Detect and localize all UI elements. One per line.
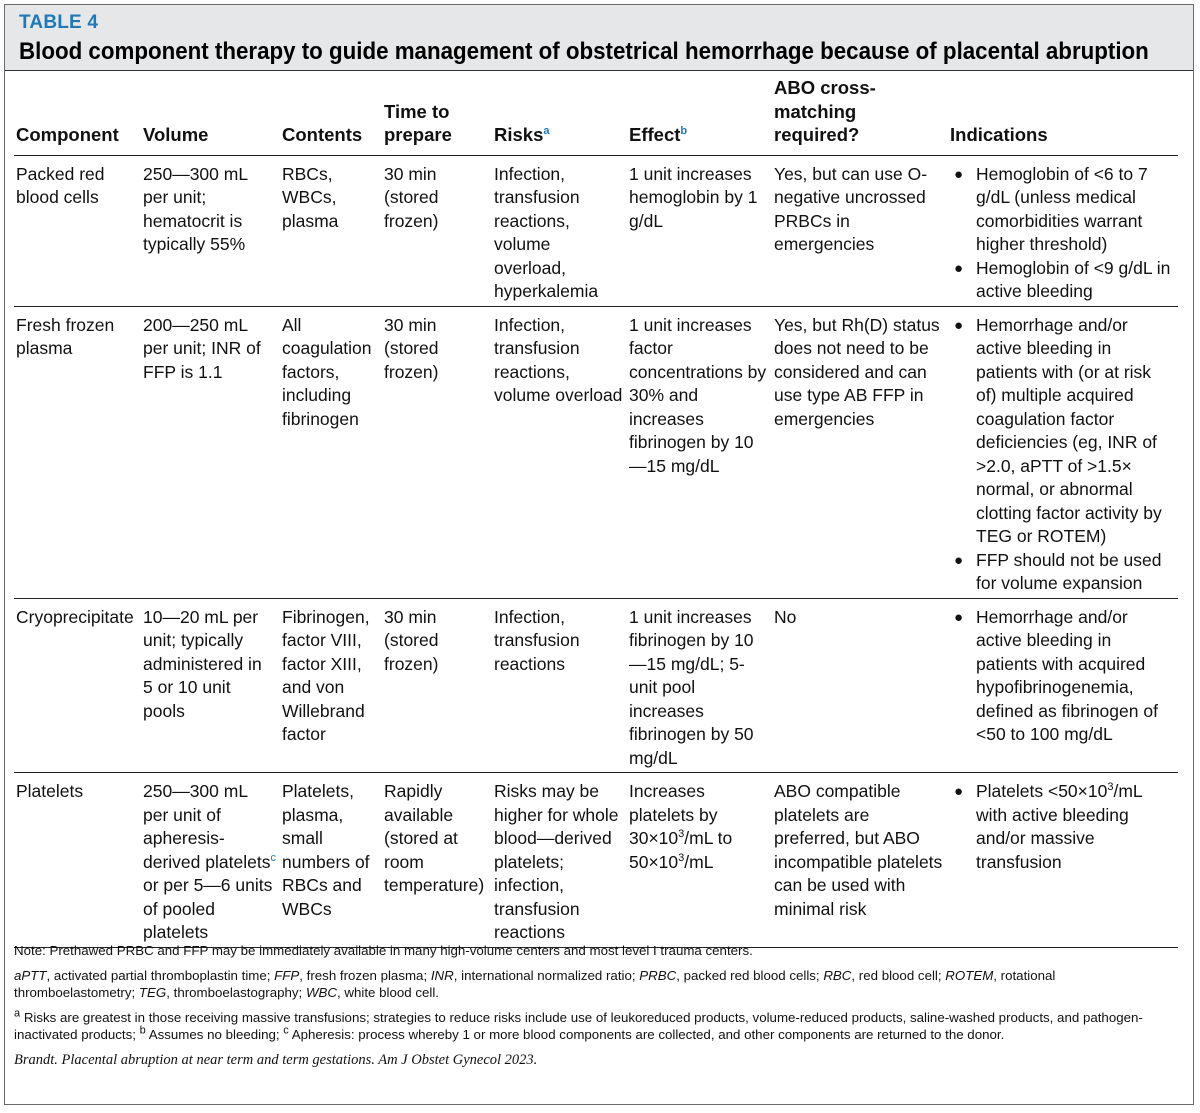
indications-list <box>950 606 1174 747</box>
cell-volume: 250—300 mL per unit of apheresis-derived platelets$^c$ or per 5—6 units of pooled platelets <box>141 773 280 948</box>
list-item: ● Platelets $<50\times 10^3/mL$ with active bleeding and/or massive transfusion <box>954 781 1143 872</box>
cell-effect: Increases platelets by $30\times 10^3/mL$ to $50\times 10^3/mL$ <box>627 773 772 948</box>
col-header-indications: Indications <box>948 76 1178 155</box>
citation: Brandt. Placental abruption at near term and term gestations. Am J Obstet Gynecol 2023. <box>14 1051 538 1068</box>
list-item: ● Hemoglobin of <6 to 7 g/dL (unless medical comorbidities warrant higher threshold) <box>954 163 1148 254</box>
cell-effect: 1 unit increases factor concentrations by 30% and increases fibrinogen by 10—15 mg/dL <box>627 306 772 598</box>
bullet-icon: ● <box>954 165 964 183</box>
cell-time: 30 min (stored frozen) <box>382 598 492 773</box>
list-item: ● FFP should not be used for volume expansion <box>954 549 1162 593</box>
cell-abo: Yes, but can use O-negative uncrossed PRBCs in emergencies <box>772 155 948 306</box>
cell-contents: All coagulation factors, including fibrinogen <box>280 306 382 598</box>
table-label: TABLE 4 <box>19 12 99 33</box>
list-item: ● Hemorrhage and/or active bleeding in patients with acquired hypofibrinogenemia, defined as fibrinogen of <50 to 100 mg/dL <box>954 606 1158 744</box>
cell-risks: Risks may be higher for whole blood—derived platelets; infection, transfusion reactions <box>492 773 627 948</box>
table-header-band <box>5 5 1193 71</box>
cell-component: Cryoprecipitate <box>14 598 141 773</box>
cell-contents: RBCs, WBCs, plasma <box>280 155 382 306</box>
table-row <box>14 773 1178 948</box>
footnote-marker-a[interactable]: a <box>543 124 550 137</box>
cell-abo: Yes, but Rh(D) status does not need to be considered and can use type AB FFP in emergencies <box>772 306 948 598</box>
col-header-contents: Contents <box>280 76 382 155</box>
col-header-effect: Effect$^b$ <box>627 76 772 155</box>
table-title: Blood component therapy to guide management of obstetrical hemorrhage because of placental abruption <box>19 38 1149 65</box>
cell-time: Rapidly available (stored at room temperature) <box>382 773 492 948</box>
cell-volume: 200—250 mL per unit; INR of FFP is 1.1 <box>141 306 280 598</box>
table-row <box>14 155 1178 306</box>
table-row <box>14 598 1178 773</box>
cell-component: Fresh frozen plasma <box>14 306 141 598</box>
cell-abo: No <box>772 598 948 773</box>
bullet-icon: ● <box>954 551 964 569</box>
cell-risks: Infection, transfusion reactions, volume overload, hyperkalemia <box>492 155 627 306</box>
cell-risks: Infection, transfusion reactions, volume overload <box>492 306 627 598</box>
col-header-time: Time to prepare <box>382 76 492 155</box>
note-text: Note: Prethawed PRBC and FFP may be immediately available in many high-volume centers and most level I trauma centers. <box>14 943 753 958</box>
cell-risks: Infection, transfusion reactions <box>492 598 627 773</box>
header-row <box>14 76 1178 155</box>
cell-effect: 1 unit increases hemoglobin by 1 g/dL <box>627 155 772 306</box>
bullet-icon: ● <box>954 316 964 334</box>
cell-time: 30 min (stored frozen) <box>382 155 492 306</box>
col-header-risks: Risks$^a$ <box>492 76 627 155</box>
bullet-icon: ● <box>954 259 964 277</box>
bullet-icon: ● <box>954 783 964 800</box>
table-notes <box>14 942 1176 1069</box>
cell-indications <box>948 155 1178 306</box>
col-header-volume: Volume <box>141 76 280 155</box>
list-item: ● Hemorrhage and/or active bleeding in patients with (or at risk of) multiple acquired coagulation factor deficiencies (eg, INR of >2.0, aPTT of >1.5× normal, or abnormal clotting factor activity by TEG or ROTEM) <box>954 314 1162 546</box>
cell-contents: Fibrinogen, factor VIII, factor XIII, and von Willebrand factor <box>280 598 382 773</box>
cell-volume: 250—300 mL per unit; hematocrit is typically 55% <box>141 155 280 306</box>
cell-component: Platelets <box>14 773 141 948</box>
cell-effect: 1 unit increases fibrinogen by 10—15 mg/dL; 5-unit pool increases fibrinogen by 50 mg/dL <box>627 598 772 773</box>
cell-abo: ABO compatible platelets are preferred, but ABO incompatible platelets can be used with minimal risk <box>772 773 948 948</box>
col-header-abo: ABO cross-matching required? <box>772 76 948 155</box>
indications-list <box>950 163 1174 304</box>
cell-volume: 10—20 mL per unit; typically administered in 5 or 10 unit pools <box>141 598 280 773</box>
footnotes: $^a$ Risks are greatest in those receiving massive transfusions; strategies to reduce risks include use of leukoreduced products, volume-reduced products, saline-washed products, and pathogen-inactivated products; $^b$ Assumes no bleeding; $^c$ Apheresis: process whereby 1 or more blood components are collected, and other components are returned to the donor. <box>14 1007 1143 1042</box>
footnote-marker-c[interactable]: c <box>270 851 276 864</box>
cell-indications <box>948 598 1178 773</box>
bullet-icon: ● <box>954 608 964 626</box>
cell-component: Packed red blood cells <box>14 155 141 306</box>
cell-contents: Platelets, plasma, small numbers of RBCs and WBCs <box>280 773 382 948</box>
list-item: ● Hemoglobin of <9 g/dL in active bleeding <box>954 257 1171 301</box>
table-row <box>14 306 1178 598</box>
cell-time: 30 min (stored frozen) <box>382 306 492 598</box>
cell-indications <box>948 773 1178 948</box>
cell-indications <box>948 306 1178 598</box>
blood-component-table <box>14 76 1178 948</box>
abbreviations: aPTT, activated partial thromboplastin time; FFP, fresh frozen plasma; INR, international normalized ratio; PRBC, packed red blood cells; RBC, red blood cell; ROTEM, rotational thromboelastometry; TEG, thromboelastography; WBC, white blood cell. <box>14 967 1056 1000</box>
indications-list <box>950 780 1174 874</box>
indications-list <box>950 314 1174 596</box>
col-header-component: Component <box>14 76 141 155</box>
footnote-marker-b[interactable]: b <box>680 124 688 137</box>
